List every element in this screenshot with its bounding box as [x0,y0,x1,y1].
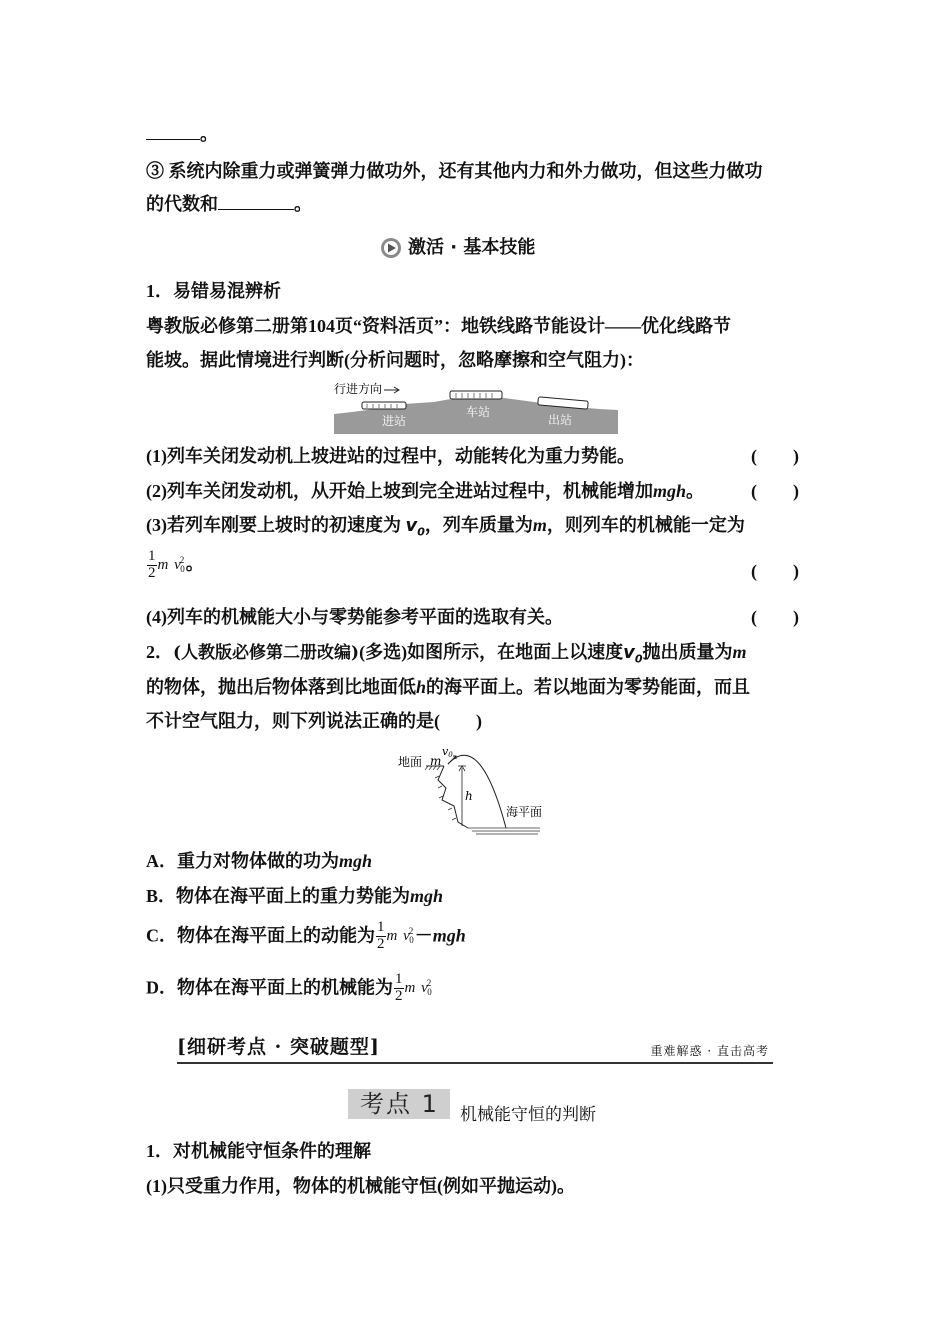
question-1-intro-2: 能坡。据此情境进行判断(分析问题时，忽略摩擦和空气阻力)： [146,350,644,370]
fraction-half: $\frac{1}{2}$ [148,548,156,581]
play-icon [380,237,402,259]
section-subtitle: 重难解惑 · 直击高考 [650,1044,769,1058]
answer-parens[interactable]: ( ) [751,446,799,466]
station-in-label: 进站 [382,414,407,428]
mass-label: m [430,754,442,768]
q1-item-2: (2)列车关闭发动机，从开始上坡到完全进站过程中，机械能增加mgh。 [146,481,705,501]
q1-item-4: (4)列车的机械能大小与零势能参考平面的选取有关。 [146,607,563,627]
q1-item-3-formula: $\frac{1}{2}$ m $v^2_0$。 [148,548,204,581]
s1-item-1: (1)只受重力作用，物体的机械能守恒(例如平抛运动)。 [146,1176,575,1196]
s1-title: 1．对机械能守恒条件的理解 [146,1141,371,1161]
q1-item-3: (3)若列车刚要上坡时的初速度为 $v_0$，列车质量为m，则列车的机械能一定为 [146,515,745,539]
velocity-label: v0 [442,745,453,759]
answer-blank[interactable] [146,139,200,140]
fill-blank-line-0: 。 [146,124,218,146]
question-2-line-3: 不计空气阻力，则下列说法正确的是( ) [146,711,482,731]
height-label: h [465,789,473,803]
fraction-half: $\frac{1}{2}$ [395,971,403,1004]
station-out-label: 出站 [548,413,573,427]
activate-heading: 激活 · 基本技能 [380,236,535,260]
option-c[interactable]: C．物体在海平面上的动能为 $\frac{1}{2}$ m $v^2_0-mgh$ [146,919,466,952]
question-1-intro-1: 粤教版必修第二册第104页“资料活页”：地铁线路节能设计——优化线路节 [146,316,731,336]
q1-item-1: (1)列车关闭发动机上坡进站的过程中，动能转化为重力势能。 [146,446,635,466]
answer-parens[interactable]: ( ) [751,561,799,581]
direction-arrow-icon [384,387,399,393]
answer-blank[interactable] [218,209,294,210]
text-line-1: ③ 系统内除重力或弹簧弹力做功外，还有其他内力和外力做功，但这些力做功 [146,161,763,181]
option-a[interactable]: A．重力对物体做的功为mgh [146,851,373,871]
kaodian-badge: 考点 1 [348,1089,450,1119]
question-2-line-2: 的物体，抛出后物体落到比地面低h的海平面上。若以地面为零势能面，而且 [146,677,751,697]
question-1-title: 1．易错易混辨析 [146,281,281,301]
direction-label: 行进方向 [334,382,383,396]
section-bar [177,1030,773,1064]
ground-label: 地面 [398,755,423,769]
fraction-half: $\frac{1}{2}$ [377,919,385,952]
answer-parens[interactable]: ( ) [751,481,799,501]
sea-level-label: 海平面 [506,805,543,819]
option-d[interactable]: D．物体在海平面上的机械能为 $\frac{1}{2}$ m $v^2_0$ [146,971,433,1004]
answer-parens[interactable]: ( ) [751,607,799,627]
section-rule [177,1062,773,1064]
section-title: [细研考点 · 突破题型] [177,1036,380,1058]
subway-slope-figure [334,380,618,434]
station-label: 车站 [466,405,491,419]
option-b[interactable]: B．物体在海平面上的重力势能为mgh [146,886,444,906]
text-line-2: 的代数和 。 [146,194,312,214]
question-2-line-1: 2．(人教版必修第二册改编)(多选)如图所示，在地面上以速度$v_0$抛出质量为m [146,642,747,666]
kaodian-title: 机械能守恒的判断 [460,1105,596,1125]
cliff-throw-figure [398,744,558,838]
